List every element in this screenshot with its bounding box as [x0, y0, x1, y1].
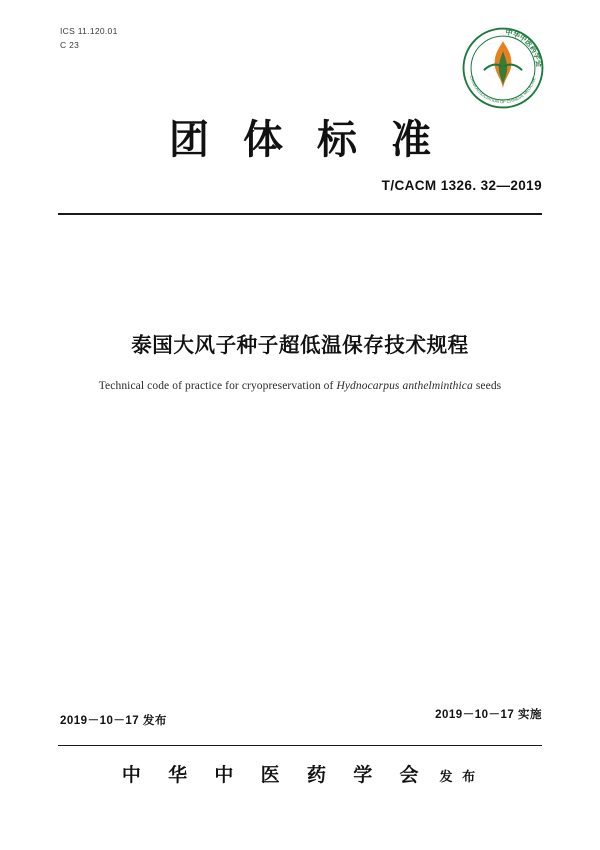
issuing-organization — [0, 760, 600, 787]
classification-code: C 23 — [60, 40, 80, 50]
title-en-species: Hydnocarpus anthelminthica — [336, 380, 473, 392]
footer-divider — [58, 745, 542, 746]
organization-name: 中 华 中 医 药 学 会 — [121, 765, 430, 786]
document-title-english — [40, 380, 560, 392]
header-divider — [58, 213, 542, 215]
document-title-chinese: 泰国大风子种子超低温保存技术规程 — [131, 334, 469, 357]
document-meta-codes — [60, 24, 118, 52]
title-en-prefix: Technical code of practice for cryopreservation of — [98, 380, 337, 392]
ics-code: ICS 11.120.01 — [60, 26, 118, 36]
svg-text:CHINA ASSOCIATION OF CHINESE M: CHINA ASSOCIATION OF CHINESE MEDICINE — [468, 75, 537, 105]
effective-date: 2019－10－17 实施 — [435, 709, 542, 721]
association-emblem-icon — [461, 26, 545, 110]
publish-label: 发 布 — [439, 769, 479, 784]
title-en-suffix: seeds — [472, 380, 502, 392]
standard-type-title: 团体标准 — [169, 118, 465, 162]
standard-number: T/CACM 1326. 32—2019 — [381, 178, 542, 193]
svg-text:中华中医药学会: 中华中医药学会 — [504, 28, 543, 68]
issue-date: 2019－10－17 发布 — [60, 715, 167, 727]
